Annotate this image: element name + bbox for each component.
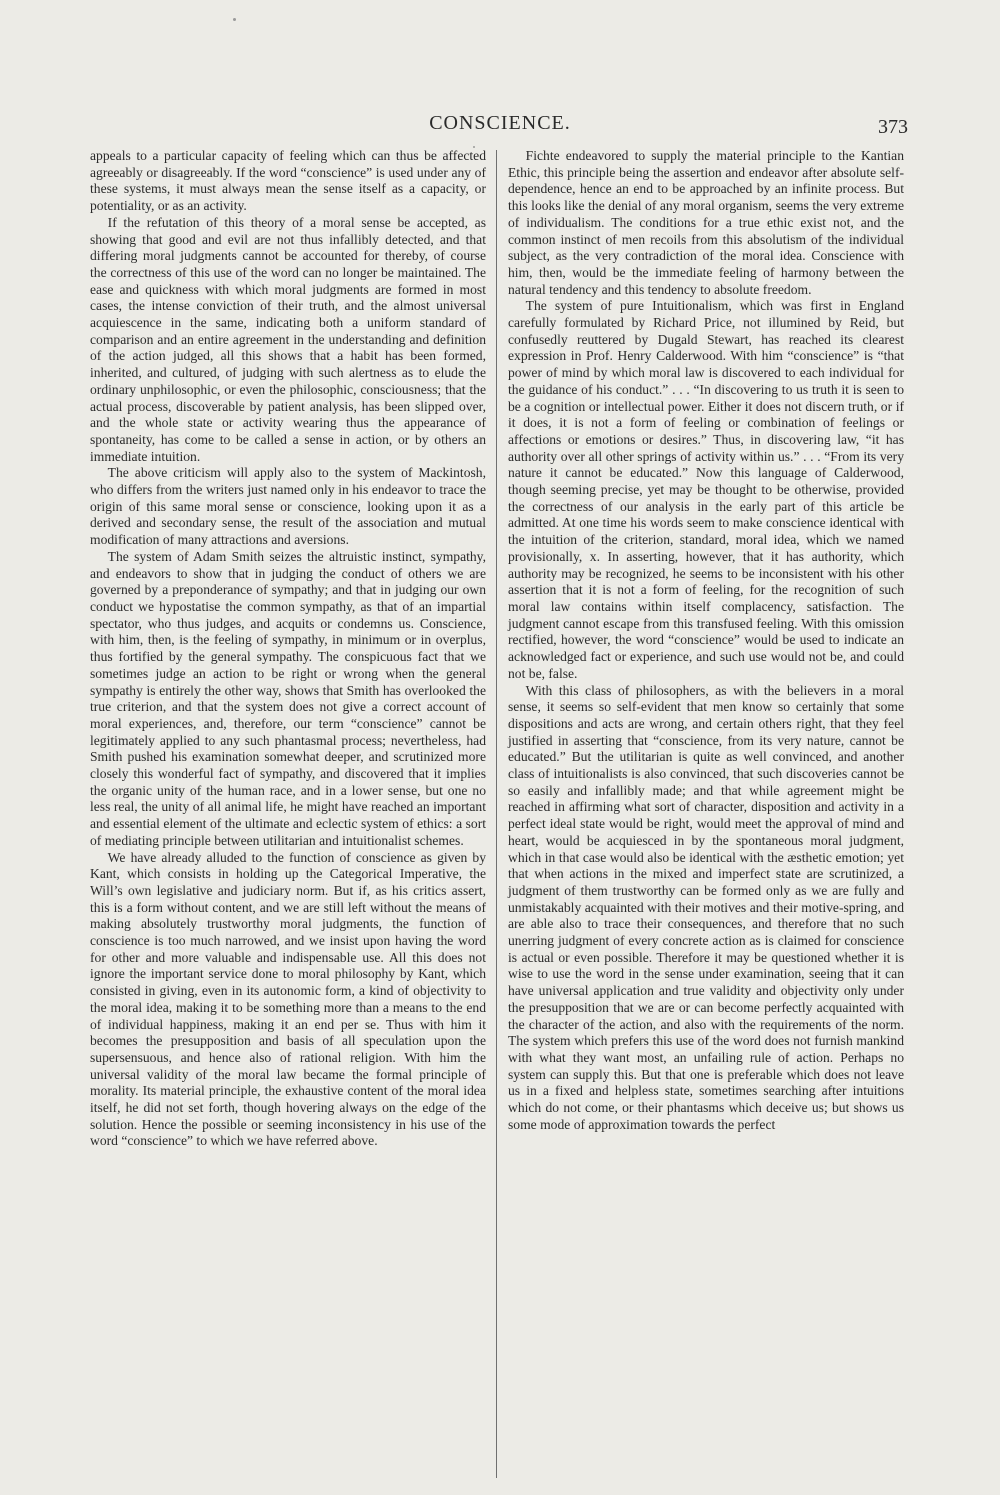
right-column [508,148,904,1133]
paper-speck [233,18,236,21]
paragraph: The above criticism will apply also to the system of Mackintosh, who differs from the writers just named only in his endeavor to trace the origin of this same moral sense or conscience, looking upon it as a derived and secondary sense, the result of the association and mutual modification of many attractions and aversions. [90,465,486,548]
running-title: CONSCIENCE. [429,112,571,134]
page-header [80,112,920,142]
paragraph: appeals to a particular capacity of feeling which can thus be affected agreeably or disagreeably. If the word “conscience” is used under any of these systems, it must always mean the sense itself as a capacity, or potentiality, or as an activity. [90,148,486,214]
page-number: 373 [878,116,908,138]
left-column [90,148,486,1150]
column-divider [496,150,497,1478]
paragraph: If the refutation of this theory of a moral sense be accepted, as showing that good and evil are not thus infallibly detected, and that differing moral judgments cannot be accounted for thereby, of course the correctness of this use of the word can no longer be maintained. The ease and quickness with which moral judgments are formed in most cases, the intense conviction of their truth, and the almost universal acquiescence in the same, indicating both a uniform standard of comparison and an entire agreement in the understanding and definition of the action judged, all this shows that a habit has been formed, inherited, and cultured, of judging with such alertness as to elude the ordinary unphilosophic, or even the philosophic, consciousness; that the actual process, discoverable by patient analysis, has been slipped over, and the whole state or activity wearing thus the appearance of spontaneity, has come to be called a sense in action, or by others an immediate intuition. [90,214,486,464]
paragraph: The system of pure Intuitionalism, which was first in England carefully formulated by Richard Price, not illumined by Reid, but confusedly reuttered by Dugald Stewart, has reached its clearest expression in Prof. Henry Calderwood. With him “conscience” is “that power of mind by which moral law is discovered to each individual for the guidance of his conduct.” . . . “In discovering to us truth it is seen to be a cognition or intellectual power. Either it does not discern truth, or if it does, it is not a form of feeling or combination of feelings or affections or emotions or desires.” Thus, in discovering law, “it has authority over all other springs of activity within us.” . . . “From its very nature it cannot be educated.” Now this language of Calderwood, though seeming precise, yet may be thought to be otherwise, provided the correctness of our analysis in the early part of this article be admitted. At one time his words seem to make conscience identical with the intuition of the criterion, standard, moral idea, which we named provisionally, x. In asserting, however, that it has authority, which authority may be recognized, he seems to be inconsistent with his other assertion that it is not a form of feeling, for the recognition of such moral law contains within itself complacency, satisfaction. The judgment cannot escape from this transfused feeling. With this omission rectified, however, the word “conscience” would be used to indicate an acknowledged fact or experience, and such use would not be, and could not be, false. [508,298,904,681]
paragraph: With this class of philosophers, as with the believers in a moral sense, it seems so self-evident that men know so certainly that some dispositions and acts are wrong, and certain others right, that they feel justified in asserting that “conscience, from its very nature, cannot be educated.” But the utilitarian is quite as well convinced, and another class of intuitionalists is also convinced, that such discoveries cannot be so easily and infallibly made; and that while agreement might be reached in affirming what sort of character, disposition and activity in a perfect ideal state would be right, would meet the approval of mind and heart, would be acquiesced in by the spontaneous moral judgment, which in that case would also be identical with the æsthetic emotion; yet that when actions in the mixed and imperfect state are scrutinized, a judgment of them trustworthy can be formed only as we are fully and unmistakably acquainted with their motives and their motive-spring, and are able also to trace their consequences, and therefore that no such unerring judgment of every concrete action as is claimed for conscience is actual or even possible. Therefore it may be questioned whether it is wise to use the word in the sense under examination, seeing that it can have universal application and true validity and objectivity only under the presupposition that we are or can become perfectly acquainted with the character of the action, and also with the requirements of the norm. The system which prefers this use of the word does not furnish mankind with what they want most, an unfailing rule of action. Perhaps no system can supply this. But that one is preferable which does not leave us in a fixed and helpless state, sometimes searching after intuitions which do not come, or their phantasms which deceive us; but shows us some mode of approximation towards the perfect [508,682,904,1132]
paragraph: Fichte endeavored to supply the material principle to the Kantian Ethic, this principle being the assertion and endeavor after absolute self-dependence, hence an end to be approached by an infinite process. But this looks like the denial of any moral organism, seems the very extreme of individualism. The conditions for a true ethic exist not, and the common instinct of men recoils from this absolutism of the individual subject, as the very contradiction of the moral idea. Conscience with him, then, would be the immediate feeling of harmony between the natural tendency and this tendency to absolute freedom. [508,148,904,297]
paragraph: The system of Adam Smith seizes the altruistic instinct, sympathy, and endeavors to show that in judging the conduct of others we are governed by a preponderance of sympathy; and that in judging our own conduct we hypostatise the common sympathy, as that of an impartial spectator, who thus judges, and acquits or condemns us. Conscience, with him, then, is the feeling of sympathy, in minimum or in overplus, thus fortified by the general sympathy. The conspicuous fact that we sometimes judge an action to be right or wrong when the general sympathy is entirely the other way, shows that Smith has overlooked the true criterion, and that the system does not give a correct account of moral experiences, and, therefore, our term “conscience” cannot be legitimately applied to any such phantasmal process; nevertheless, had Smith pushed his examination somewhat deeper, and scrutinized more closely this wonderful fact of sympathy, and discovered that it implies the organic unity of the human race, and in a lower sense, but one no less real, the unity of all animal life, he might have reached an important and essential element of the ultimate and eclectic system of ethics: a sort of mediating principle between utilitarian and intuitionalist schemes. [90,548,486,848]
paragraph: We have already alluded to the function of conscience as given by Kant, which consists in holding up the Categorical Imperative, the Will’s own legislative and judiciary norm. But if, as his critics assert, this is a form without content, and we are still left without the means of making absolutely trustworthy moral judgments, the function of conscience is too much narrowed, and we insist upon having the word for other and more valuable and indispensable use. All this does not ignore the important service done to moral philosophy by Kant, which consisted in giving, even in its autonomic form, a kind of objectivity to the moral idea, making it to be something more than a means to the end of individual happiness, making it an end per se. Thus with him it becomes the presupposition and basis of all speculation upon the supersensuous, and hence also of rational religion. With him the universal validity of the moral law became the formal principle of morality. Its material principle, the exhaustive content of the moral idea itself, he did not set forth, though hovering always on the edge of the solution. Hence the possible or seeming inconsistency in his use of the word “conscience” to which we have referred above. [90,849,486,1149]
